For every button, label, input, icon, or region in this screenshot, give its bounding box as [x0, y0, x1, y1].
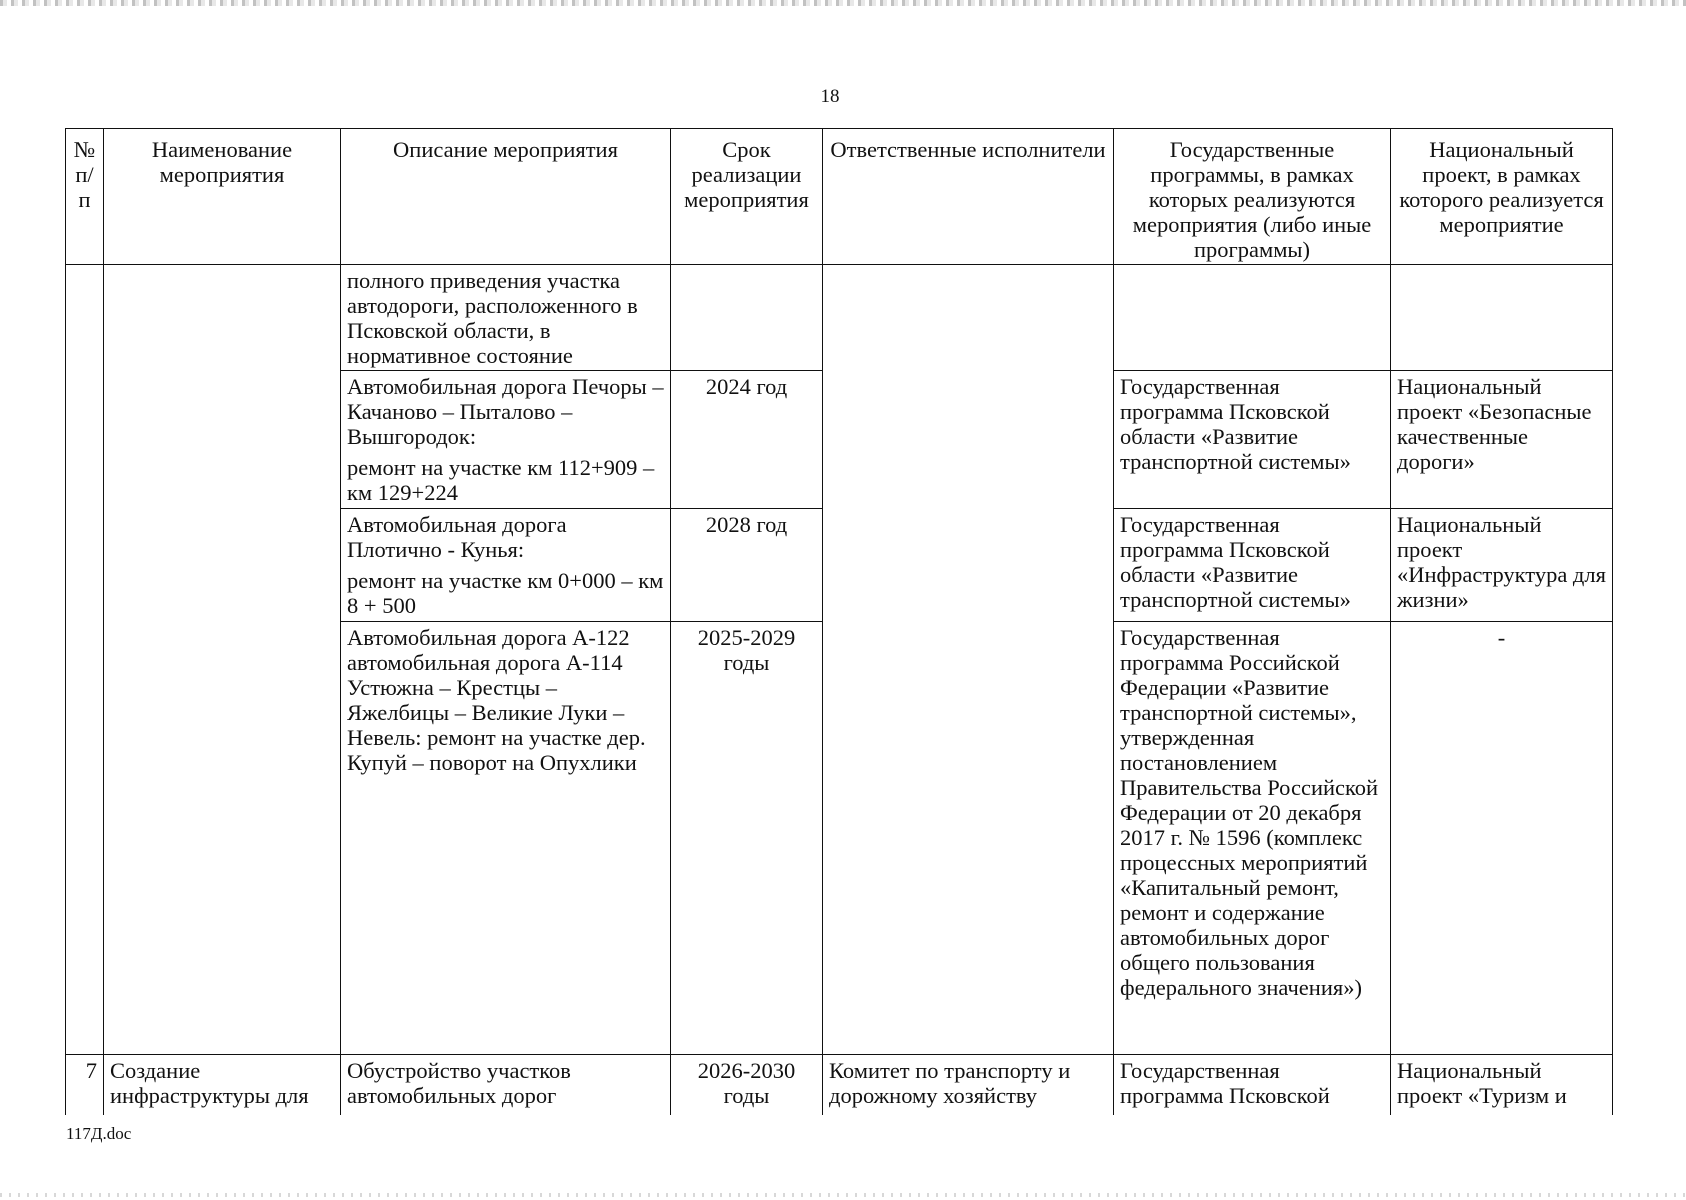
header-term: Срок реализации мероприятия	[671, 129, 823, 265]
description-text-2: ремонт на участке км 112+909 – км 129+224	[347, 455, 655, 505]
cell-name: Создание инфраструктуры для	[104, 1055, 341, 1115]
cell-term: 2028 год	[671, 509, 823, 622]
cell-term: 2024 год	[671, 371, 823, 509]
cell-national-project: -	[1391, 622, 1613, 1055]
header-executors: Ответственные исполнители	[823, 129, 1114, 265]
table-row	[66, 265, 1613, 371]
cell-state-program: Государственная программа Псковской области «Развитие транспортной системы»	[1114, 509, 1391, 622]
description-text: Автомобильная дорога Печоры – Качаново – Пыталово – Вышгородок:	[347, 374, 664, 449]
header-row	[66, 129, 1613, 265]
cell-executors: Комитет по транспорту и дорожному хозяйству	[823, 1055, 1114, 1115]
measures-table	[65, 128, 1613, 1115]
cell-state-program: Государственная программа Псковской области «Развитие транспортной системы»	[1114, 371, 1391, 509]
header-name: Наименование мероприятия	[104, 129, 341, 265]
footer-filename: 117Д.doc	[66, 1124, 132, 1143]
scan-edge-top	[0, 0, 1686, 6]
cell-term: 2025-2029 годы	[671, 622, 823, 1055]
cell-description: Автомобильная дорога А-122 автомобильная дорога А-114 Устюжна – Крестцы – Яжелбицы – Великие Луки – Невель: ремонт на участке дер. Купуй – поворот на Опухлики	[341, 622, 671, 1055]
cell-national-project: Национальный проект «Туризм и	[1391, 1055, 1613, 1115]
header-num: № п/п	[66, 129, 104, 265]
table-row	[66, 1055, 1613, 1115]
cell-description: полного приведения участка автодороги, расположенного в Псковской области, в нормативное состояние	[341, 265, 671, 371]
cell-num: 7	[66, 1055, 104, 1115]
cell-state-program	[1114, 265, 1391, 371]
cell-state-program: Государственная программа Российской Федерации «Развитие транспортной системы», утвержденная постановлением Правительства Российской Федерации от 20 декабря 2017 г. № 1596 (комплекс процессных мероприятий «Капитальный ремонт, ремонт и содержание автомобильных дорог общего пользования федерального значения»)	[1114, 622, 1391, 1055]
cell-state-program: Государственная программа Псковской	[1114, 1055, 1391, 1115]
cell-description	[341, 371, 671, 509]
cell-description: Обустройство участков автомобильных дорог	[341, 1055, 671, 1115]
description-text: Автомобильная дорога Плотично - Кунья:	[347, 512, 567, 562]
cell-national-project: Национальный проект «Инфраструктура для жизни»	[1391, 509, 1613, 622]
cell-term	[671, 265, 823, 371]
cell-num	[66, 265, 104, 1055]
page-number: 18	[820, 86, 840, 107]
cell-term: 2026-2030 годы	[671, 1055, 823, 1115]
cell-national-project	[1391, 265, 1613, 371]
header-national-project: Национальный проект, в рамках которого реализуется мероприятие	[1391, 129, 1613, 265]
cell-name	[104, 265, 341, 1055]
cell-description	[341, 509, 671, 622]
description-text-2: ремонт на участке км 0+000 – км 8 + 500	[347, 568, 664, 618]
cell-national-project: Национальный проект «Безопасные качественные дороги»	[1391, 371, 1613, 509]
cell-executors	[823, 265, 1114, 1055]
header-state-program: Государственные программы, в рамках которых реализуются мероприятия (либо иные программы)	[1114, 129, 1391, 265]
header-description: Описание мероприятия	[341, 129, 671, 265]
scan-edge-bottom	[0, 1193, 1686, 1197]
